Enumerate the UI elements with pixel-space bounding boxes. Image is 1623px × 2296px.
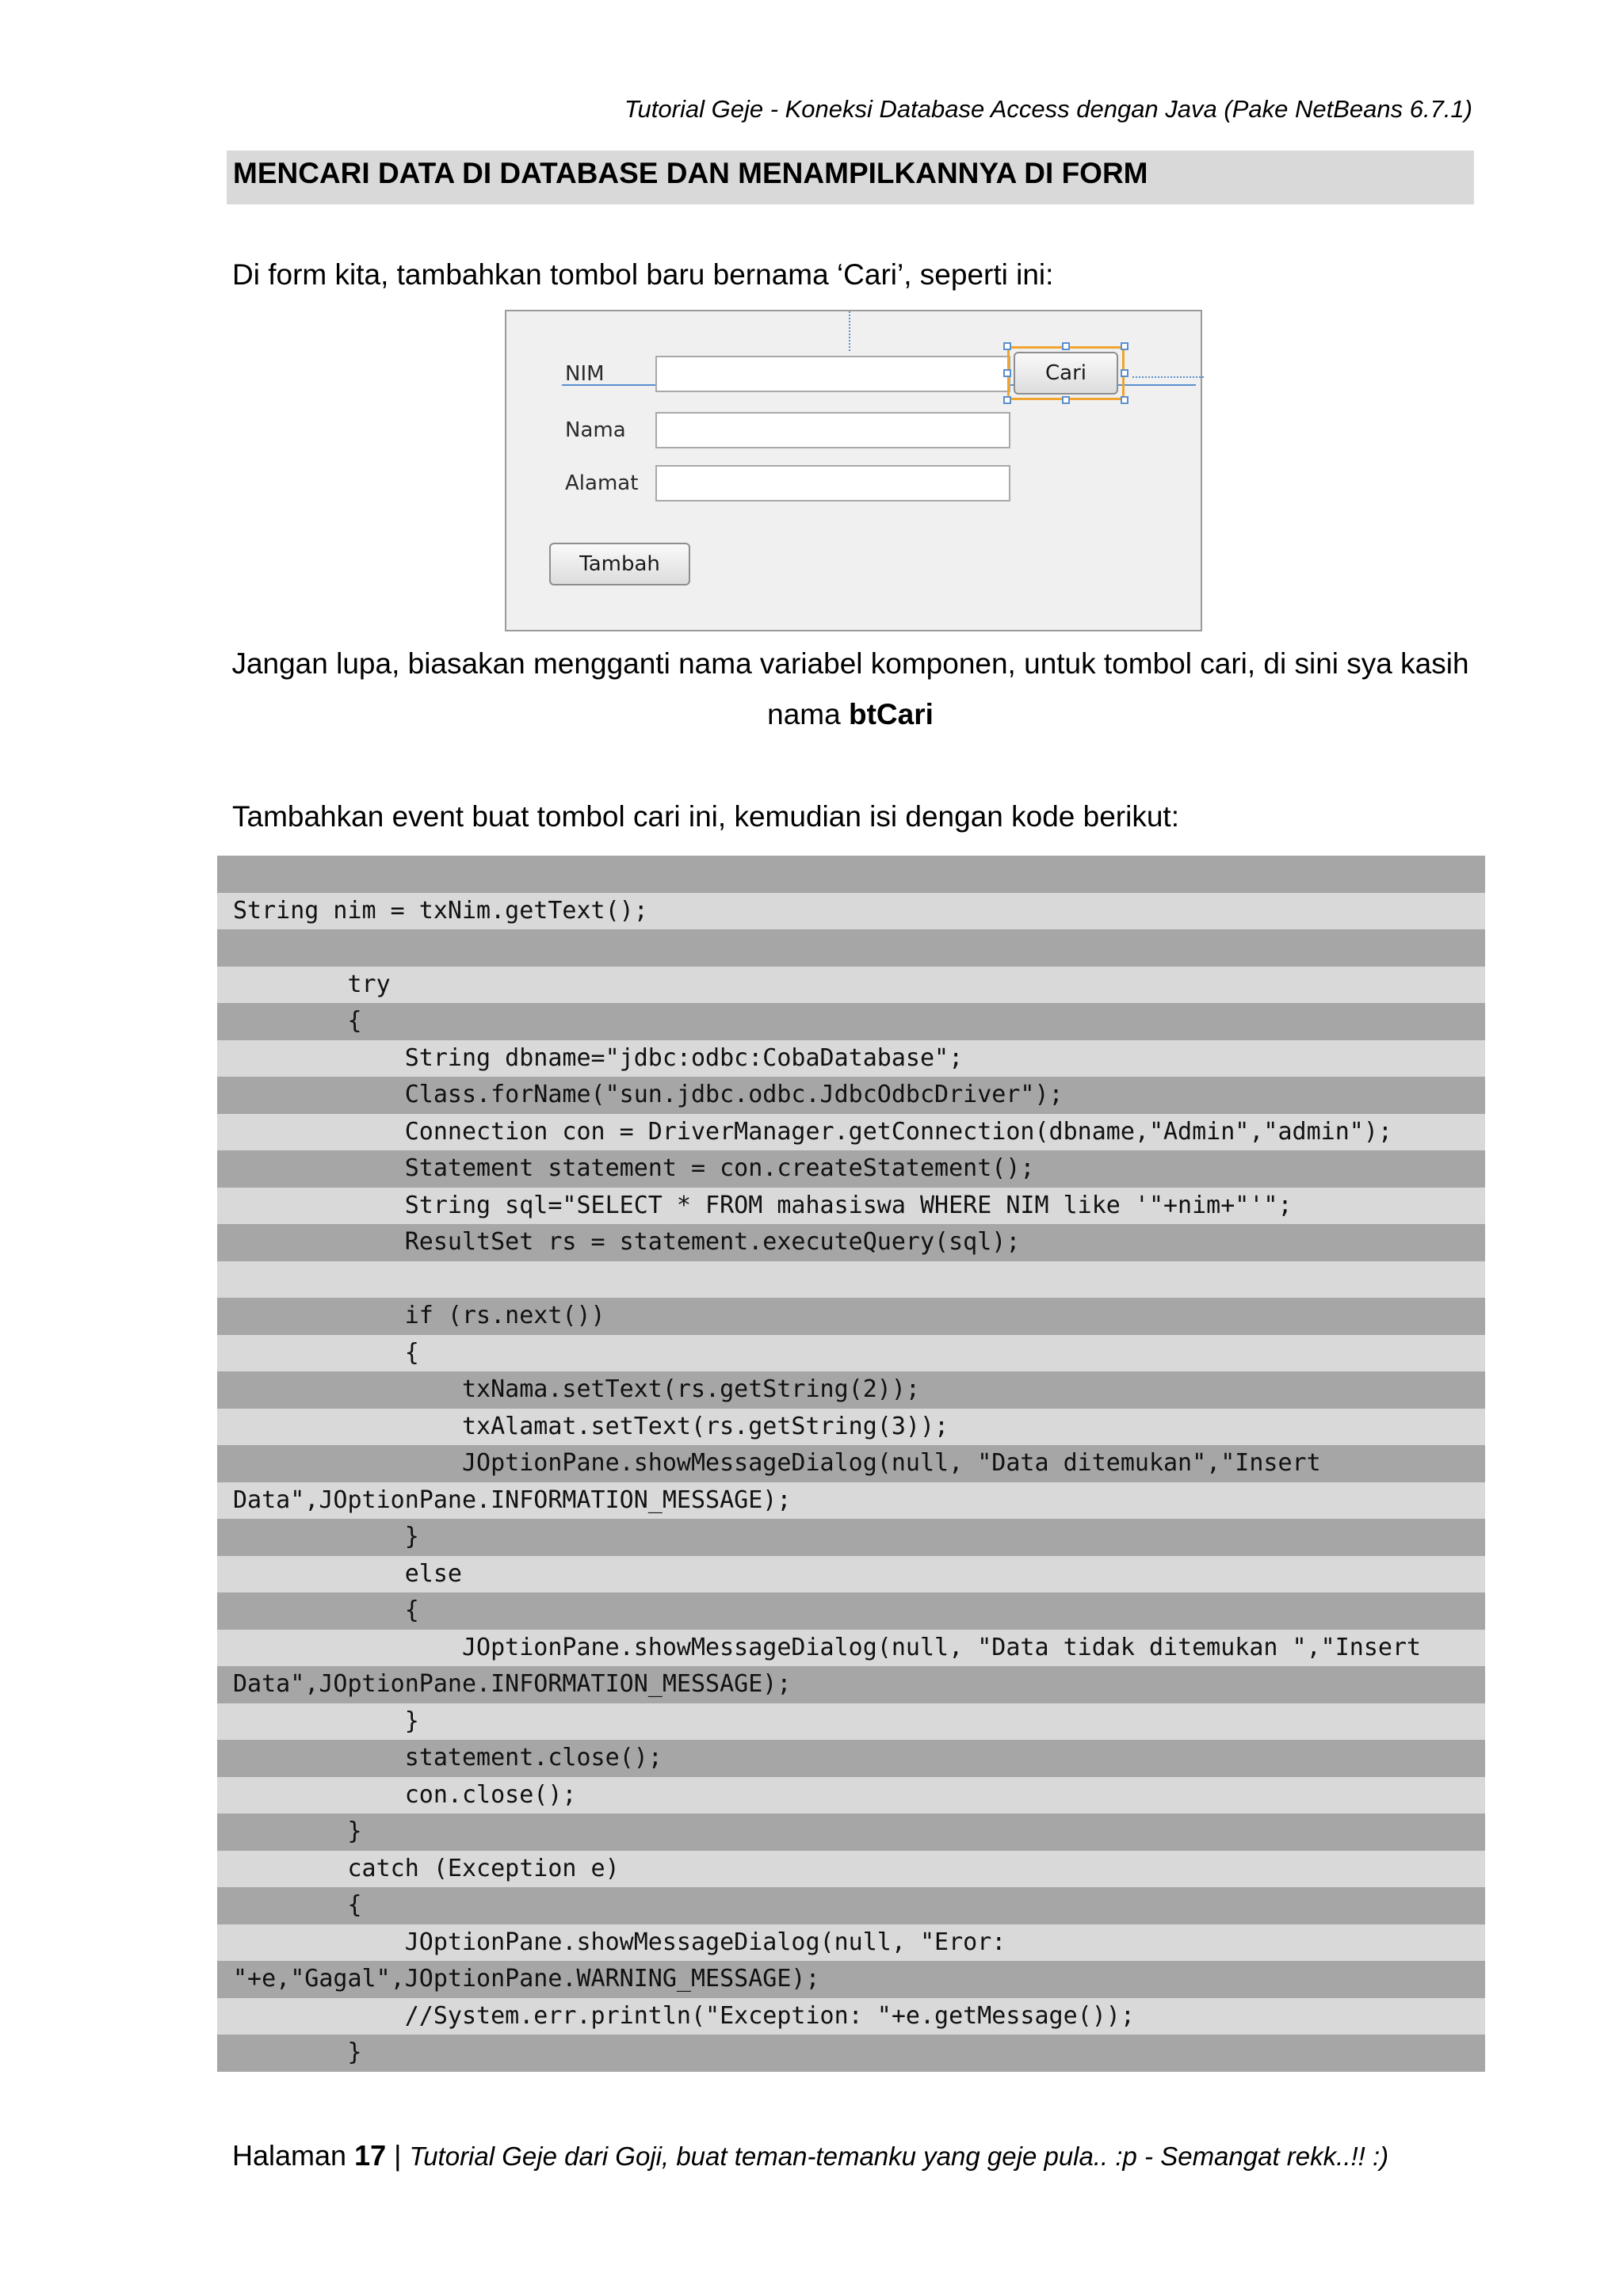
nim-label: NIM: [565, 362, 605, 386]
page-header-title: Tutorial Geje - Koneksi Database Access dengan Java (Pake NetBeans 6.7.1): [624, 95, 1472, 123]
code-line: Statement statement = con.createStatement();: [217, 1150, 1485, 1188]
code-line: Class.forName("sun.jdbc.odbc.JdbcOdbcDriver");: [217, 1077, 1485, 1114]
resize-handle[interactable]: [1003, 369, 1011, 377]
intro-paragraph: Di form kita, tambahkan tombol baru bernama ‘Cari’, seperti ini:: [232, 258, 1054, 291]
footer-page-number: 17: [354, 2139, 387, 2172]
code-line: Data",JOptionPane.INFORMATION_MESSAGE);: [217, 1666, 1485, 1703]
form-screenshot: [505, 310, 1202, 631]
code-line: JOptionPane.showMessageDialog(null, "Data tidak ditemukan ","Insert: [217, 1630, 1485, 1667]
code-line: con.close();: [217, 1777, 1485, 1814]
code-line: String sql="SELECT * FROM mahasiswa WHERE NIM like '"+nim+"'";: [217, 1188, 1485, 1225]
code-line: {: [217, 1003, 1485, 1040]
event-intro-paragraph: Tambahkan event buat tombol cari ini, kemudian isi dengan kode berikut:: [232, 800, 1179, 833]
code-line: txAlamat.setText(rs.getString(3));: [217, 1409, 1485, 1446]
code-line: {: [217, 1887, 1485, 1924]
code-line: Data",JOptionPane.INFORMATION_MESSAGE);: [217, 1482, 1485, 1520]
code-line: [217, 929, 1485, 967]
code-line: String dbname="jdbc:odbc:CobaDatabase";: [217, 1040, 1485, 1077]
resize-handle[interactable]: [1121, 396, 1128, 404]
code-line: //System.err.println("Exception: "+e.getMessage());: [217, 1998, 1485, 2035]
code-line: try: [217, 967, 1485, 1004]
alignment-guide-right: [1132, 376, 1204, 378]
resize-handle[interactable]: [1121, 369, 1128, 377]
code-line: [217, 1261, 1485, 1299]
code-line: catch (Exception e): [217, 1851, 1485, 1888]
resize-handle[interactable]: [1062, 342, 1070, 350]
code-line: }: [217, 2035, 1485, 2072]
code-line: String nim = txNim.getText();: [217, 893, 1485, 930]
tambah-button[interactable]: Tambah: [549, 543, 690, 585]
alamat-field[interactable]: [655, 465, 1010, 502]
page-footer: [232, 2139, 1388, 2172]
footer-separator: |: [386, 2139, 410, 2172]
resize-handle[interactable]: [1121, 342, 1128, 350]
code-line: }: [217, 1703, 1485, 1741]
code-line: }: [217, 1519, 1485, 1556]
nama-label: Nama: [565, 418, 626, 442]
note-paragraph: [230, 639, 1471, 740]
footer-note: Tutorial Geje dari Goji, buat teman-temanku yang geje pula.. :p - Semangat rekk..!! :): [409, 2142, 1389, 2171]
code-line: else: [217, 1556, 1485, 1593]
note-text: Jangan lupa, biasakan mengganti nama variabel komponen, untuk tombol cari, di sini sya kasih nama: [231, 647, 1469, 730]
nama-field[interactable]: [655, 412, 1010, 448]
section-heading: [227, 151, 1474, 204]
code-line: statement.close();: [217, 1740, 1485, 1777]
code-line: JOptionPane.showMessageDialog(null, "Data ditemukan","Insert: [217, 1445, 1485, 1482]
section-heading-text: MENCARI DATA DI DATABASE DAN MENAMPILKANNYA DI FORM: [233, 157, 1148, 189]
note-bold-name: btCari: [848, 698, 934, 730]
code-line: }: [217, 1814, 1485, 1851]
alignment-guide-vertical: [849, 311, 850, 351]
code-line: ResultSet rs = statement.executeQuery(sql);: [217, 1224, 1485, 1261]
code-line: txNama.setText(rs.getString(2));: [217, 1371, 1485, 1409]
code-line: [217, 856, 1485, 893]
resize-handle[interactable]: [1003, 342, 1011, 350]
code-line: {: [217, 1335, 1485, 1372]
resize-handle[interactable]: [1062, 396, 1070, 404]
code-line: "+e,"Gagal",JOptionPane.WARNING_MESSAGE);: [217, 1961, 1485, 1998]
code-line: JOptionPane.showMessageDialog(null, "Eror:: [217, 1924, 1485, 1962]
footer-page-prefix: Halaman: [232, 2139, 355, 2172]
alamat-label: Alamat: [565, 471, 639, 495]
code-block: [217, 856, 1485, 2072]
code-line: if (rs.next()): [217, 1298, 1485, 1335]
nim-field[interactable]: [655, 356, 1010, 392]
code-line: {: [217, 1592, 1485, 1630]
cari-button[interactable]: Cari: [1014, 352, 1118, 395]
resize-handle[interactable]: [1003, 396, 1011, 404]
code-line: Connection con = DriverManager.getConnection(dbname,"Admin","admin");: [217, 1114, 1485, 1151]
